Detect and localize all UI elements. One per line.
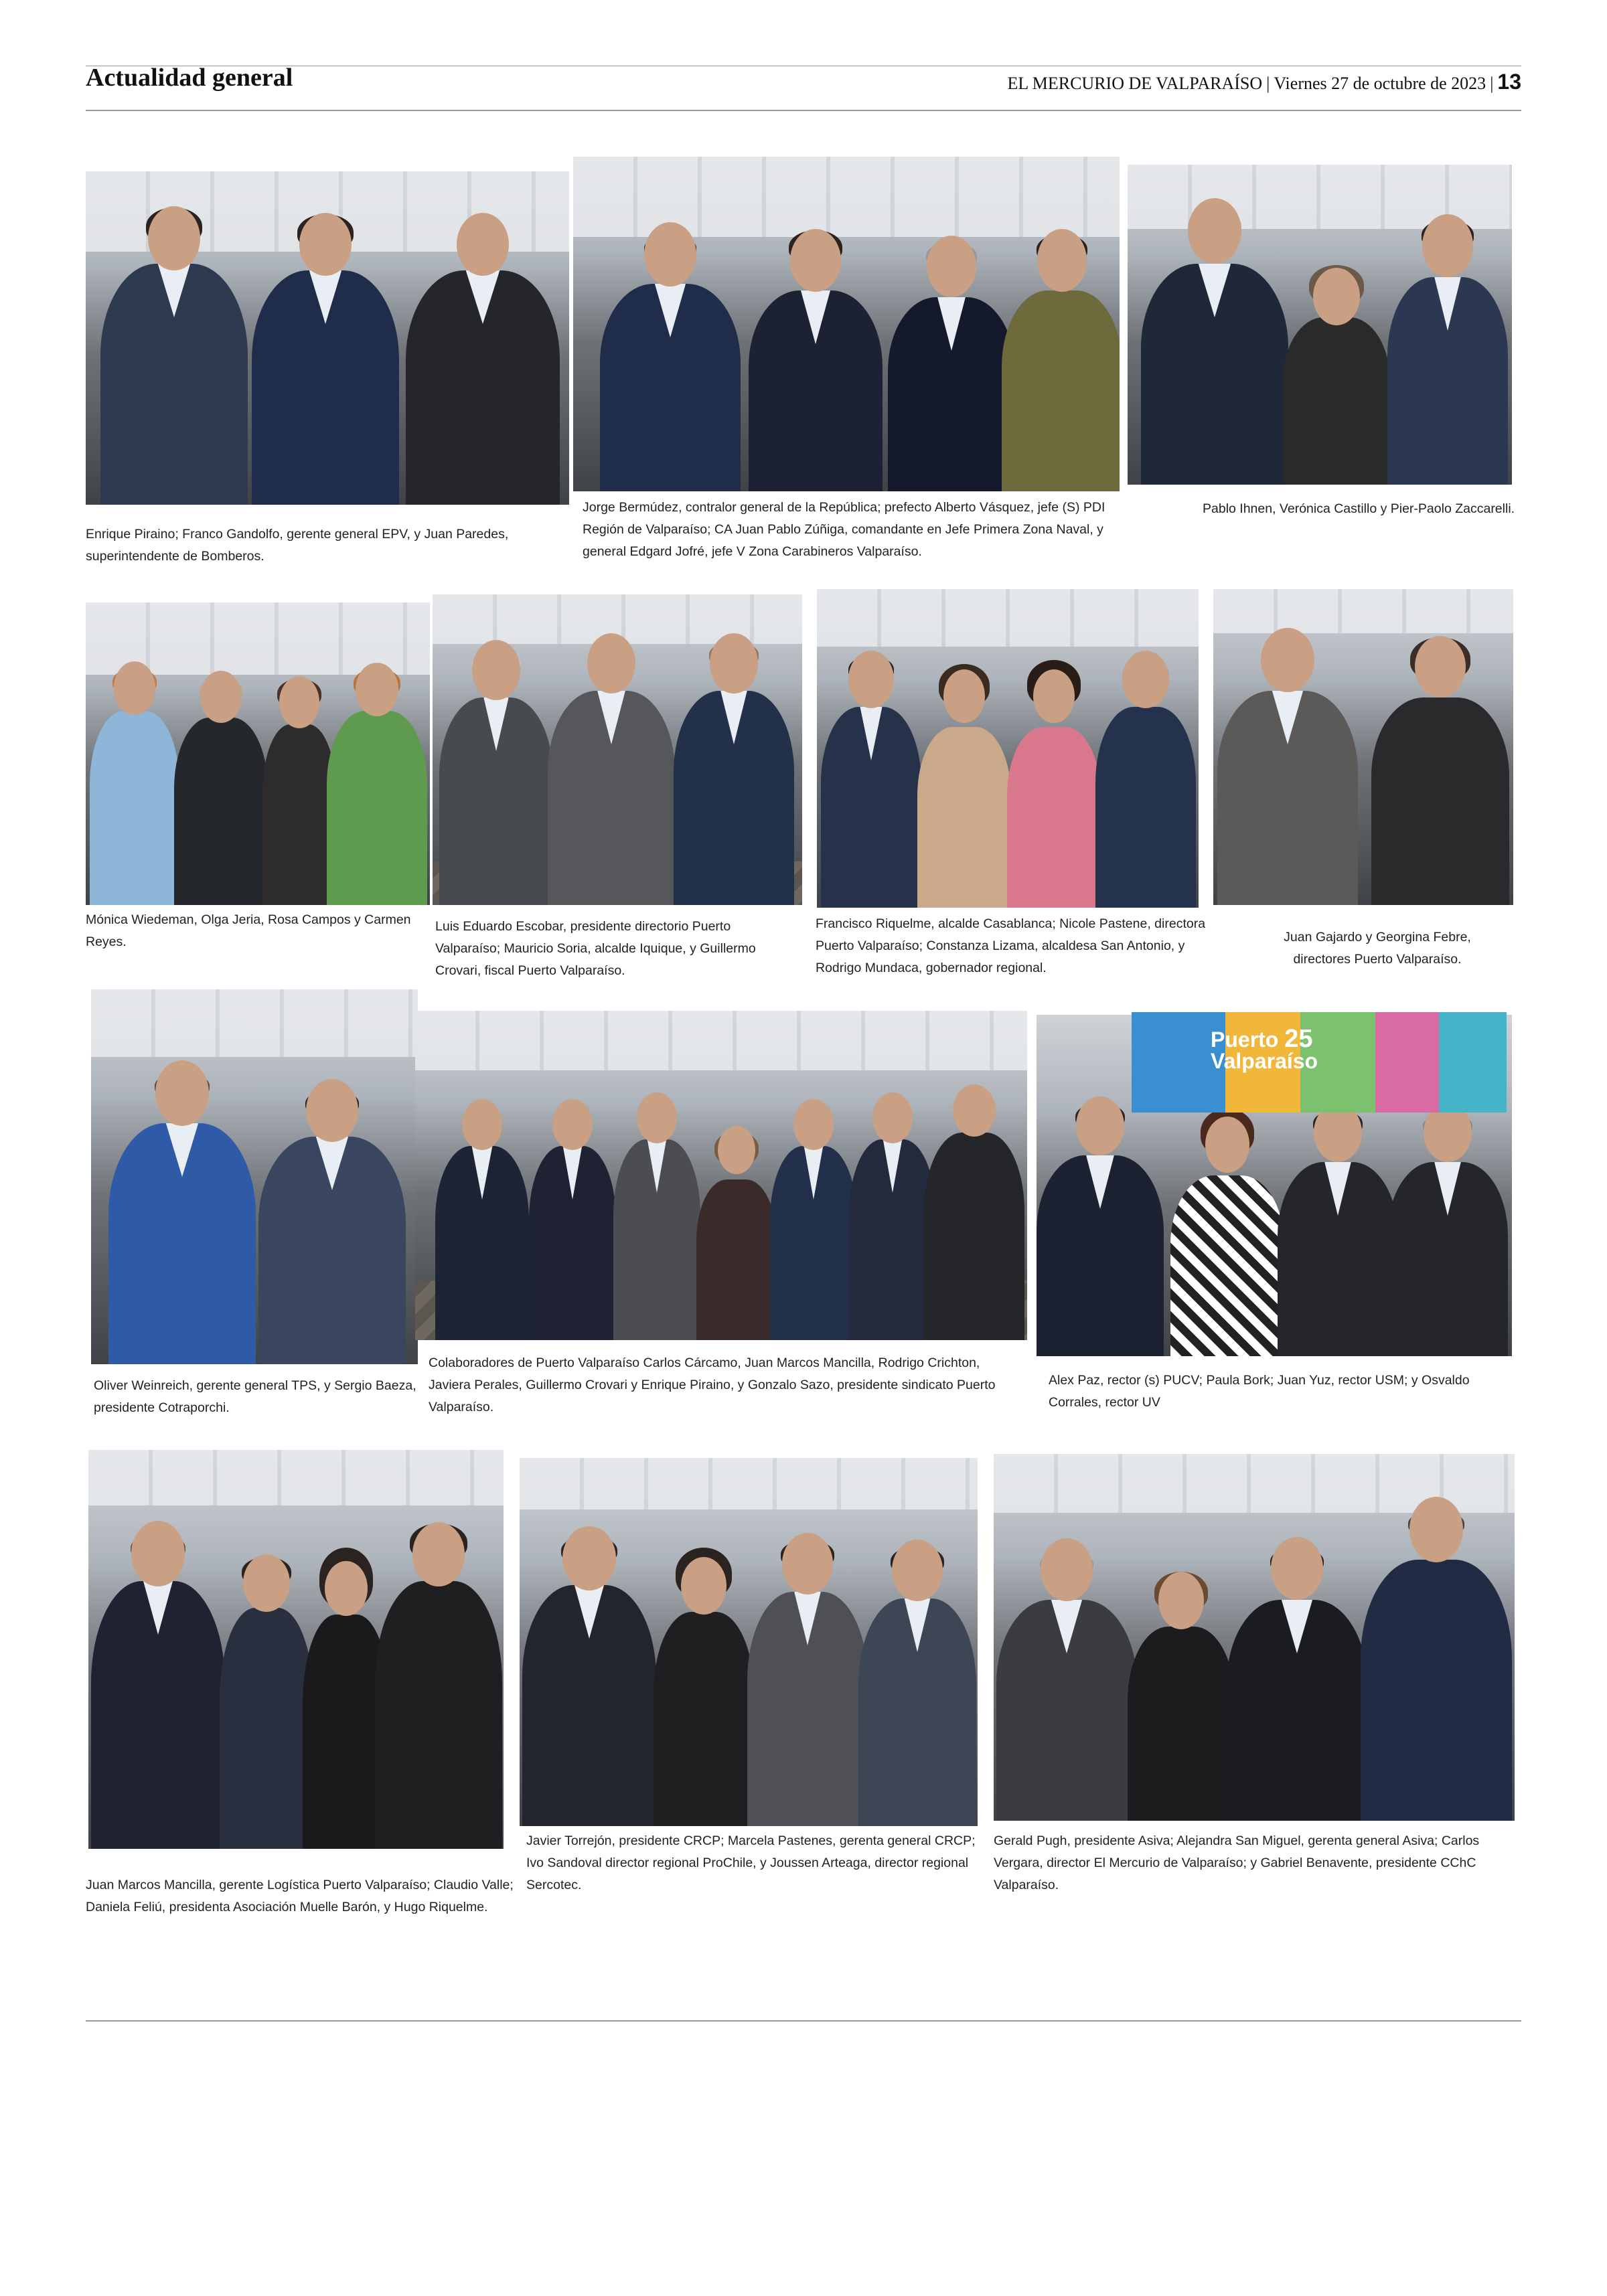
page-number: 13 bbox=[1497, 70, 1521, 94]
caption-10: Alex Paz, rector (s) PUCV; Paula Bork; Juan Yuz, rector USM; y Osvaldo Corrales, rector UV bbox=[1049, 1373, 1470, 1410]
caption-1: Enrique Piraino; Franco Gandolfo, gerente general EPV, y Juan Paredes, superintendente de Bomberos. bbox=[86, 527, 509, 564]
photo-11 bbox=[88, 1450, 504, 1849]
publication-date: Viernes 27 de octubre de 2023 bbox=[1274, 74, 1486, 93]
section-title: Actualidad general bbox=[86, 64, 293, 92]
newspaper-name: EL MERCURIO DE VALPARAÍSO bbox=[1007, 74, 1263, 93]
photo-3 bbox=[1128, 165, 1512, 485]
caption-2: Jorge Bermúdez, contralor general de la República; prefecto Alberto Vásquez, jefe (S) PDI Región de Valparaíso; CA Juan Pablo Zúñiga, comandante en Jefe Primera Zona Naval, y general Edgard Jofré, jefe V Zona Carabineros Valparaíso. bbox=[583, 500, 1105, 559]
caption-13: Gerald Pugh, presidente Asiva; Alejandra San Miguel, gerenta general Asiva; Carlos Vergara, director El Mercurio de Valparaíso; y Gabriel Benavente, presidente CChC Valparaíso. bbox=[994, 1833, 1480, 1892]
photo-13 bbox=[994, 1454, 1515, 1821]
caption-7: Juan Gajardo y Georgina Febre, directores Puerto Valparaíso. bbox=[1284, 930, 1471, 967]
caption-9: Colaboradores de Puerto Valparaíso Carlos Cárcamo, Juan Marcos Mancilla, Rodrigo Crichton, Javiera Perales, Guillermo Crovari y Enrique Piraino, y Gonzalo Sazo, presidente sindicato Puerto Valparaíso. bbox=[429, 1356, 996, 1414]
caption-6: Francisco Riquelme, alcalde Casablanca; Nicole Pastene, directora Puerto Valparaíso; Constanza Lizama, alcaldesa San Antonio, y Rodrigo Mundaca, gobernador regional. bbox=[816, 916, 1206, 975]
caption-8: Oliver Weinreich, gerente general TPS, y Sergio Baeza, presidente Cotraporchi. bbox=[94, 1378, 416, 1415]
photo-9 bbox=[415, 1011, 1027, 1340]
photo-1 bbox=[86, 171, 569, 505]
caption-12: Javier Torrejón, presidente CRCP; Marcela Pastenes, gerenta general CRCP; Ivo Sandoval director regional ProChile, y Joussen Arteaga, director regional Sercotec. bbox=[526, 1833, 976, 1892]
caption-5: Luis Eduardo Escobar, presidente directorio Puerto Valparaíso; Mauricio Soria, alcalde Iquique, y Guillermo Crovari, fiscal Puerto Valparaíso. bbox=[435, 919, 756, 978]
header-rule bbox=[86, 110, 1521, 111]
photo-2 bbox=[573, 157, 1120, 491]
banner-logo: Puerto 25 Valparaíso bbox=[1211, 1025, 1318, 1073]
photo-5 bbox=[433, 594, 802, 905]
photo-12 bbox=[520, 1458, 978, 1826]
photo-7 bbox=[1213, 589, 1513, 905]
footer-rule bbox=[86, 2020, 1521, 2022]
photo-4 bbox=[86, 602, 430, 905]
caption-3: Pablo Ihnen, Verónica Castillo y Pier-Paolo Zaccarelli. bbox=[1203, 501, 1515, 516]
photo-8 bbox=[91, 989, 418, 1364]
caption-4: Mónica Wiedeman, Olga Jeria, Rosa Campos y Carmen Reyes. bbox=[86, 912, 411, 949]
puerto-valparaiso-banner bbox=[1132, 1012, 1507, 1113]
caption-11: Juan Marcos Mancilla, gerente Logística Puerto Valparaíso; Claudio Valle; Daniela Feliú, presidenta Asociación Muelle Barón, y Hugo Riquelme. bbox=[86, 1878, 514, 1914]
masthead: EL MERCURIO DE VALPARAÍSO | Viernes 27 de octubre de 2023 | 13 bbox=[1007, 70, 1521, 94]
photo-6 bbox=[817, 589, 1199, 908]
